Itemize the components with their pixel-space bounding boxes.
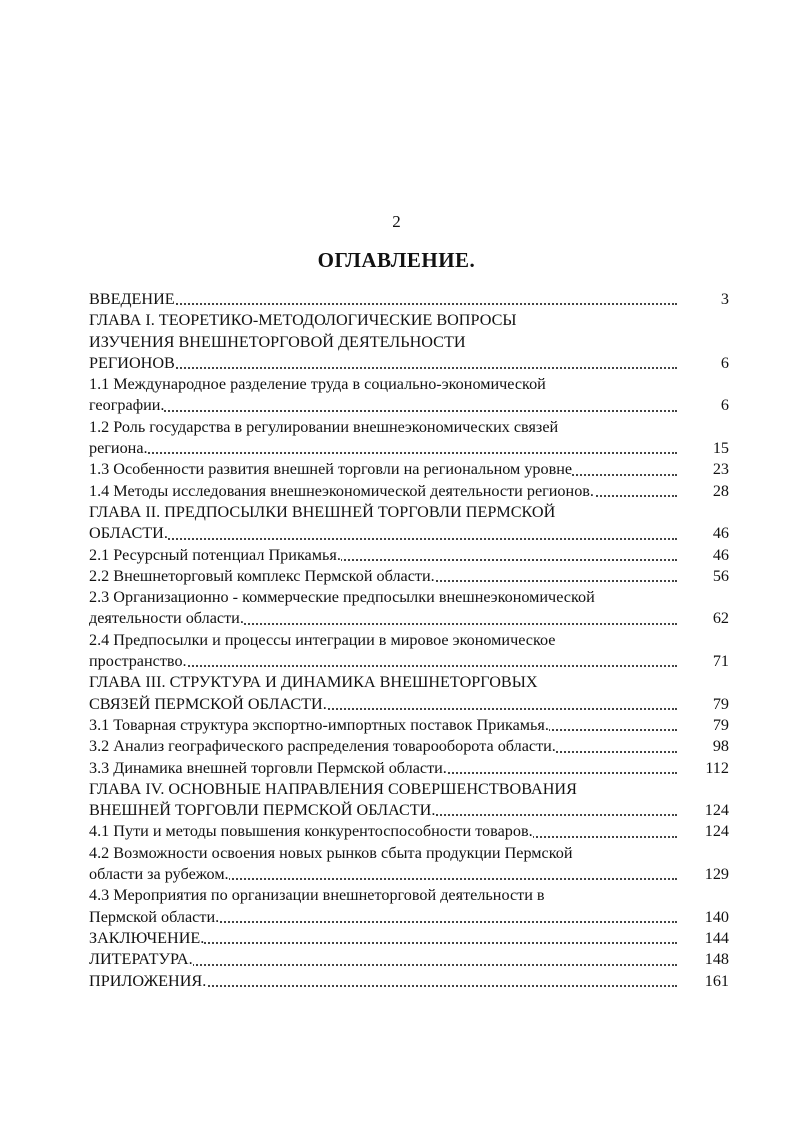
- toc-entry: [89, 566, 729, 587]
- toc-line: [89, 949, 729, 970]
- toc-line: [89, 907, 729, 928]
- toc-entry: [89, 715, 729, 736]
- toc-page-number: 161: [699, 971, 729, 992]
- toc-line: [89, 481, 729, 502]
- toc-line: [89, 310, 729, 331]
- toc-entry-text: СВЯЗЕЙ ПЕРМСКОЙ ОБЛАСТИ.: [89, 694, 327, 715]
- toc-entry-text: Пермской области.: [89, 907, 219, 928]
- toc-entry: [89, 417, 729, 460]
- toc-entry-text: 1.1 Международное разделение труда в социально-экономической: [89, 374, 546, 395]
- toc-page-number: 56: [707, 566, 729, 587]
- toc-entry: [89, 630, 729, 673]
- toc-page-number: 3: [715, 289, 729, 310]
- toc-line: [89, 502, 729, 523]
- toc-entry: [89, 672, 729, 715]
- toc-entry-text: 4.3 Мероприятия по организации внешнеторговой деятельности в: [89, 885, 545, 906]
- toc-entry-text: региона.: [89, 438, 148, 459]
- toc-entry-text: 1.3 Особенности развития внешней торговли на региональном уровне: [89, 459, 572, 480]
- toc-line: [89, 289, 729, 310]
- toc-line: [89, 353, 729, 374]
- toc-entry-text: ГЛАВА III. СТРУКТУРА И ДИНАМИКА ВНЕШНЕТОРГОВЫХ: [89, 672, 538, 693]
- toc-page-number: 23: [707, 459, 729, 480]
- toc-entry-text: 3.1 Товарная структура экспортно-импортных поставок Прикамья.: [89, 715, 549, 736]
- toc-entry: [89, 545, 729, 566]
- toc-entry: [89, 289, 729, 310]
- toc-entry-text: ПРИЛОЖЕНИЯ.: [89, 971, 206, 992]
- toc-entry: [89, 928, 729, 949]
- toc-line: [89, 758, 729, 779]
- toc-entry: [89, 374, 729, 417]
- toc-entry-text: 3.3 Динамика внешней торговли Пермской области.: [89, 758, 447, 779]
- toc-page-number: 148: [699, 949, 729, 970]
- toc-entry-text: ГЛАВА II. ПРЕДПОСЫЛКИ ВНЕШНЕЙ ТОРГОВЛИ ПЕРМСКОЙ: [89, 502, 555, 523]
- toc-line: [89, 459, 729, 480]
- page-title: ОГЛАВЛЕНИЕ.: [317, 248, 476, 272]
- toc-entry-text: ЗАКЛЮЧЕНИЕ.: [89, 928, 204, 949]
- toc-entry-text: 2.1 Ресурсный потенциал Прикамья.: [89, 545, 341, 566]
- toc-entry-text: пространство.: [89, 651, 187, 672]
- toc-entry: [89, 459, 729, 480]
- toc-page-number: 15: [707, 438, 729, 459]
- toc-line: [89, 928, 729, 949]
- toc-page-number: 98: [707, 736, 729, 757]
- toc-line: [89, 800, 729, 821]
- toc-line: [89, 545, 729, 566]
- toc-line: [89, 885, 729, 906]
- toc-entry-text: 4.1 Пути и методы повышения конкурентоспособности товаров.: [89, 821, 533, 842]
- toc-page-number: 62: [707, 608, 729, 629]
- toc-entry: [89, 310, 729, 374]
- toc-line: [89, 651, 729, 672]
- toc-line: [89, 417, 729, 438]
- toc-page-number: 124: [699, 821, 729, 842]
- toc-entry-text: области за рубежом.: [89, 864, 229, 885]
- toc-line: [89, 971, 729, 992]
- toc-page-number: 46: [707, 523, 729, 544]
- toc-entry: [89, 779, 729, 822]
- toc-line: [89, 694, 729, 715]
- toc-entry: [89, 587, 729, 630]
- toc-entry: [89, 885, 729, 928]
- toc-page-number: 28: [707, 481, 729, 502]
- table-of-contents: [89, 289, 729, 992]
- toc-entry: [89, 949, 729, 970]
- toc-page-number: 6: [715, 353, 729, 374]
- toc-line: [89, 566, 729, 587]
- toc-line: [89, 438, 729, 459]
- toc-line: [89, 523, 729, 544]
- toc-page-number: 79: [707, 715, 729, 736]
- toc-entry-text: географии.: [89, 395, 164, 416]
- toc-line: [89, 630, 729, 651]
- toc-entry-text: РЕГИОНОВ: [89, 353, 175, 374]
- toc-line: [89, 332, 729, 353]
- toc-entry-text: 2.4 Предпосылки и процессы интеграции в мировое экономическое: [89, 630, 556, 651]
- toc-line: [89, 672, 729, 693]
- toc-entry-text: ИЗУЧЕНИЯ ВНЕШНЕТОРГОВОЙ ДЕЯТЕЛЬНОСТИ: [89, 332, 466, 353]
- toc-entry: [89, 481, 729, 502]
- toc-entry-text: ВВЕДЕНИЕ: [89, 289, 175, 310]
- toc-line: [89, 736, 729, 757]
- toc-line: [89, 374, 729, 395]
- toc-entry: [89, 971, 729, 992]
- toc-entry-text: ГЛАВА IV. ОСНОВНЫЕ НАПРАВЛЕНИЯ СОВЕРШЕНСТВОВАНИЯ: [89, 779, 577, 800]
- toc-entry: [89, 502, 729, 545]
- toc-page-number: 6: [715, 395, 729, 416]
- toc-line: [89, 821, 729, 842]
- toc-entry-text: 1.4 Методы исследования внешнеэкономической деятельности регионов.: [89, 481, 594, 502]
- toc-page-number: 140: [699, 907, 729, 928]
- toc-page-number: 46: [707, 545, 729, 566]
- toc-entry-text: 3.2 Анализ географического распределения товарооборота области.: [89, 736, 556, 757]
- toc-page-number: 124: [699, 800, 729, 821]
- toc-page-number: 112: [699, 758, 729, 779]
- toc-page-number: 129: [699, 864, 729, 885]
- toc-line: [89, 715, 729, 736]
- toc-line: [89, 843, 729, 864]
- toc-entry: [89, 843, 729, 886]
- toc-line: [89, 395, 729, 416]
- toc-entry-text: деятельности области.: [89, 608, 244, 629]
- toc-entry-text: 4.2 Возможности освоения новых рынков сбыта продукции Пермской: [89, 843, 573, 864]
- toc-page-number: 79: [707, 694, 729, 715]
- toc-entry-text: ЛИТЕРАТУРА.: [89, 949, 193, 970]
- toc-page-number: 144: [699, 928, 729, 949]
- toc-line: [89, 587, 729, 608]
- toc-entry-text: 1.2 Роль государства в регулировании внешнеэкономических связей: [89, 417, 558, 438]
- toc-entry-text: 2.2 Внешнеторговый комплекс Пермской области.: [89, 566, 435, 587]
- toc-line: [89, 864, 729, 885]
- toc-line: [89, 779, 729, 800]
- toc-entry: [89, 736, 729, 757]
- toc-entry-text: ГЛАВА I. ТЕОРЕТИКО-МЕТОДОЛОГИЧЕСКИЕ ВОПРОСЫ: [89, 310, 517, 331]
- page-number: 2: [392, 212, 401, 231]
- toc-entry-text: ВНЕШНЕЙ ТОРГОВЛИ ПЕРМСКОЙ ОБЛАСТИ.: [89, 800, 435, 821]
- toc-entry-text: ОБЛАСТИ.: [89, 523, 168, 544]
- toc-entry: [89, 758, 729, 779]
- toc-page-number: 71: [707, 651, 729, 672]
- toc-entry-text: 2.3 Организационно - коммерческие предпосылки внешнеэкономической: [89, 587, 595, 608]
- toc-line: [89, 608, 729, 629]
- toc-entry: [89, 821, 729, 842]
